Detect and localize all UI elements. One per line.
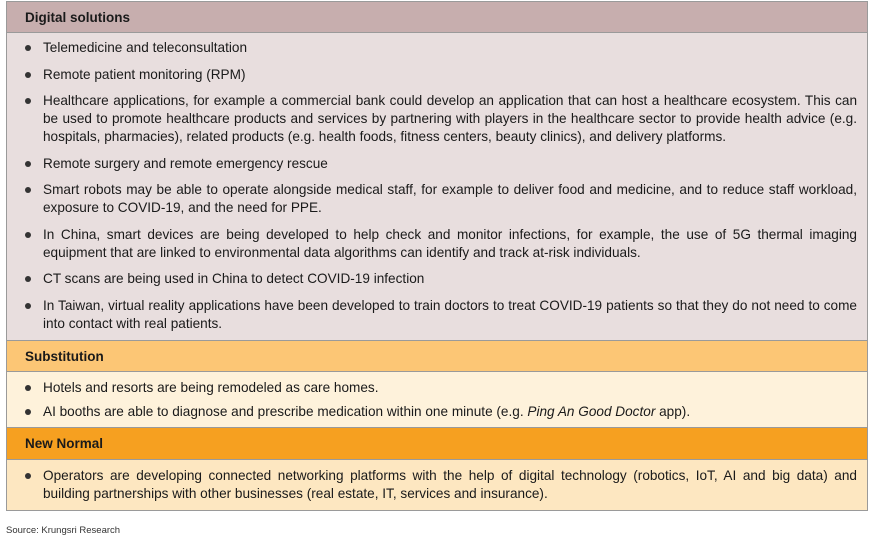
list-item	[23, 155, 857, 173]
list-item-text-before: AI booths are able to diagnose and prescribe medication within one minute (e.g.	[43, 404, 528, 419]
bullet-icon	[25, 72, 31, 78]
item-list	[7, 379, 867, 421]
list-item-text: Hotels and resorts are being remodeled as care homes.	[43, 380, 379, 395]
list-item	[23, 39, 857, 57]
list-item	[23, 226, 857, 262]
section-body-new-normal	[7, 460, 867, 510]
list-item-text: CT scans are being used in China to detect COVID-19 infection	[43, 271, 425, 286]
bullet-icon	[25, 303, 31, 309]
list-item-text: In Taiwan, virtual reality applications have been developed to train doctors to treat COVID-19 patients so that they do not need to come into contact with real patients.	[43, 297, 857, 331]
section-title: New Normal	[25, 436, 104, 451]
source-note: Source: Krungsri Research	[6, 525, 121, 536]
list-item	[23, 297, 857, 333]
list-item-text: Remote surgery and remote emergency rescue	[43, 155, 328, 171]
bullet-icon	[25, 409, 31, 415]
bullet-icon	[25, 276, 31, 282]
list-item-text: Operators are developing connected networking platforms with the help of digital technology (robotics, IoT, AI and big data) and building partnerships with other businesses (real estate, IT, services and insurance).	[43, 468, 857, 501]
list-item-text: Healthcare applications, for example a commercial bank could develop an application that can host a healthcare ecosystem. This can be used to promote healthcare products and services by partnering with players in the healthcare sector to provide health advice (e.g. hospitals, pharmacies), related products (e.g. health foods, fitness centers, beauty clinics), and delivery platforms.	[43, 93, 857, 144]
section-header-digital-solutions	[7, 2, 867, 33]
bullet-icon	[25, 473, 31, 479]
list-item	[23, 467, 857, 503]
section-title: Substitution	[25, 348, 104, 364]
list-item	[23, 403, 857, 421]
bullet-icon	[25, 98, 31, 104]
section-title: Digital solutions	[25, 9, 131, 25]
bullet-icon	[25, 45, 31, 51]
bullet-icon	[25, 161, 31, 167]
list-item-text: Telemedicine and teleconsultation	[43, 40, 248, 55]
list-item	[23, 66, 857, 84]
bullet-icon	[25, 232, 31, 238]
app-name: Ping An Good Doctor	[527, 404, 656, 419]
list-item	[23, 270, 857, 288]
bullet-icon	[25, 385, 31, 391]
list-item	[23, 181, 857, 217]
section-body-substitution	[7, 372, 867, 428]
section-header-new-normal	[7, 428, 867, 460]
solutions-table	[6, 1, 868, 511]
section-body-digital-solutions	[7, 33, 867, 341]
list-item-text-after: app).	[655, 404, 691, 419]
list-item	[23, 379, 857, 397]
list-item-text: Smart robots may be able to operate alongside medical staff, for example to deliver food and medicine, and to reduce staff workload, exposure to COVID-19, and the need for PPE.	[43, 182, 857, 215]
list-item	[23, 92, 857, 146]
list-item-text: In China, smart devices are being developed to help check and monitor infections, for example, the use of 5G thermal imaging equipment that are linked to environmental data algorithms can identify and track at-risk individuals.	[43, 226, 857, 260]
item-list	[7, 467, 867, 503]
list-item-text: Remote patient monitoring (RPM)	[43, 66, 246, 82]
section-header-substitution	[7, 341, 867, 372]
item-list	[7, 39, 867, 333]
bullet-icon	[25, 187, 31, 193]
